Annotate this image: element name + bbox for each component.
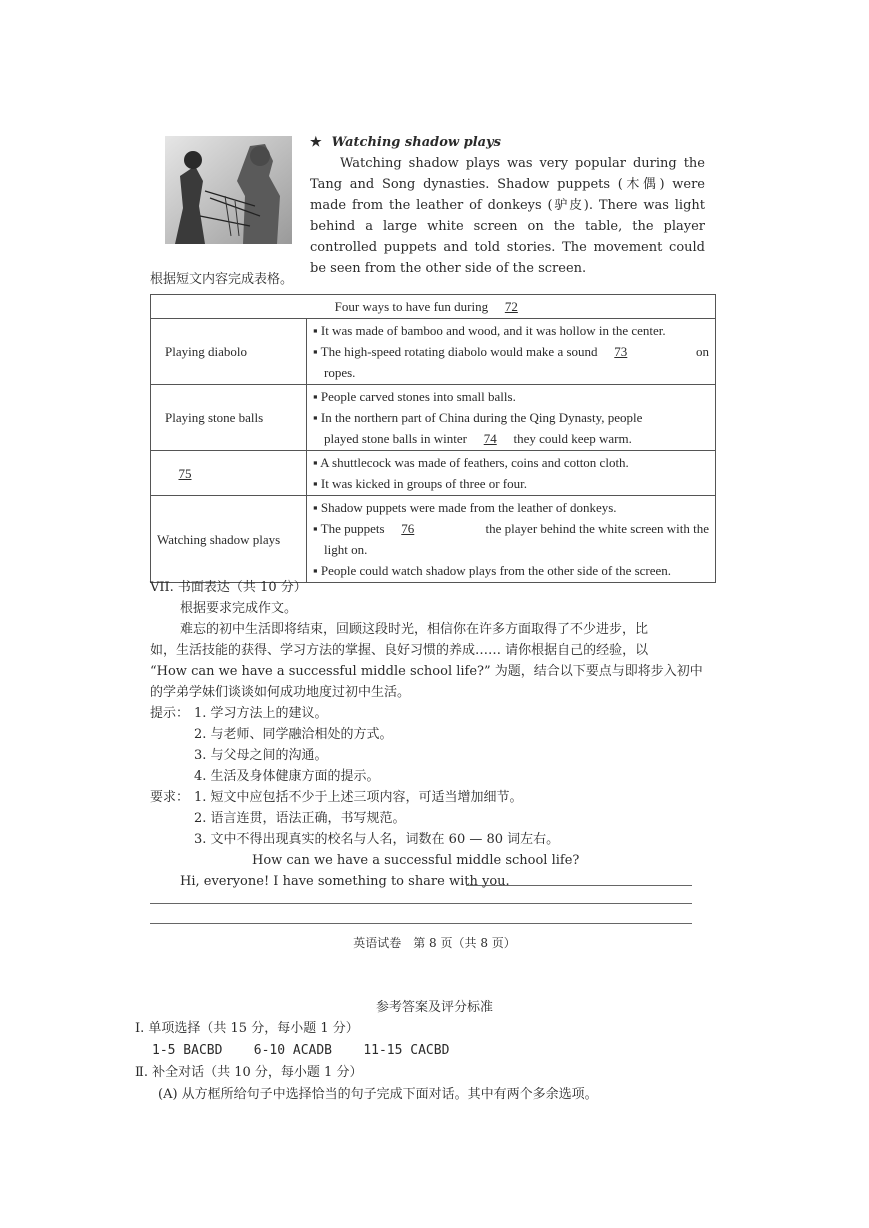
star-icon: ★ — [310, 135, 322, 150]
row-line: ▪ In the northern part of China during the Qing Dynasty, people — [313, 410, 643, 425]
row-content — [307, 496, 716, 583]
writing-body-line: 如，生活技能的获得、学习方法的掌握、良好习惯的养成…… 请你根据自己的经验，以 — [150, 643, 649, 658]
blank-76[interactable]: 76 — [401, 521, 415, 536]
row-line: ropes. — [324, 365, 356, 380]
row-line: ▪ People could watch shadow plays from the other side of the screen. — [313, 563, 672, 578]
tip-item: 3. 与父母之间的沟通。 — [194, 748, 328, 763]
answers-section-1-values: 1-5 BACBD 6-10 ACADB 11-15 CACBD — [152, 1043, 450, 1058]
tip-item: 2. 与老师、同学融洽相处的方式。 — [194, 727, 393, 742]
answers-title: 参考答案及评分标准 — [375, 1000, 493, 1015]
tip-item: 4. 生活及身体健康方面的提示。 — [194, 769, 380, 784]
tip-item: 1. 学习方法上的建议。 — [194, 706, 328, 721]
row-line: ▪ It was kicked in groups of three or four. — [313, 476, 527, 491]
answers-section-1: Ⅰ. 单项选择（共 15 分，每小题 1 分） — [135, 1021, 359, 1036]
tips-label: 提示： — [150, 706, 190, 721]
row-line: ▪ It was made of bamboo and wood, and it was hollow in the center. — [313, 323, 666, 338]
writing-body-line: 的学弟学妹们谈谈如何成功地度过初中生活。 — [150, 685, 411, 700]
row-label: Playing stone balls — [151, 385, 307, 451]
requirement-item: 3. 文中不得出现真实的校名与人名，词数在 60 — 80 词左右。 — [194, 832, 560, 847]
answers-section-2a: (A) 从方框所给句子中选择恰当的句子完成下面对话。其中有两个多余选项。 — [158, 1087, 598, 1102]
passage — [310, 132, 705, 279]
blank-75[interactable]: 75 — [178, 465, 192, 481]
row-line: played stone balls in winter 74 they could keep warm. — [313, 428, 709, 449]
table-row — [151, 451, 716, 496]
shadow-puppet-photo — [165, 136, 292, 244]
table-header — [151, 295, 716, 319]
writing-body-line: “How can we have a successful middle school life?” 为题，结合以下要点与即将步入初中 — [150, 664, 703, 679]
blank-74[interactable]: 74 — [483, 431, 497, 446]
essay-title: How can we have a successful middle school life? — [252, 853, 580, 868]
answer-line[interactable] — [150, 903, 692, 904]
blank-73[interactable]: 73 — [614, 344, 628, 359]
table-row — [151, 496, 716, 583]
shadow-puppet-illustration — [165, 136, 292, 244]
row-line: ▪ A shuttlecock was made of feathers, coins and cotton cloth. — [313, 455, 629, 470]
row-label: Watching shadow plays — [151, 496, 307, 583]
row-line: ▪ The puppets 76 the player behind the white screen with the — [313, 518, 709, 539]
row-line: light on. — [324, 542, 368, 557]
row-label — [151, 451, 307, 496]
essay-start: Hi, everyone! I have something to share with you. — [180, 874, 510, 889]
writing-subheading: 根据要求完成作文。 — [180, 601, 298, 616]
blank-72[interactable]: 72 — [504, 299, 518, 314]
writing-body-line: 难忘的初中生活即将结束，回顾这段时光，相信你在许多方面取得了不少进步，比 — [180, 622, 649, 637]
table-header-text: Four ways to have fun during — [334, 299, 489, 314]
answer-line[interactable] — [150, 923, 692, 924]
row-line: ▪ The high-speed rotating diabolo would make a sound 73 on — [313, 341, 709, 362]
row-content — [307, 451, 716, 496]
requirements-label: 要求： — [150, 790, 190, 805]
requirement-item: 2. 语言连贯，语法正确，书写规范。 — [194, 811, 406, 826]
answer-line[interactable] — [466, 885, 692, 886]
row-label: Playing diabolo — [151, 319, 307, 385]
row-content — [307, 319, 716, 385]
writing-heading: VII. 书面表达（共 10 分） — [150, 580, 307, 595]
passage-text: Watching shadow plays was very popular during the Tang and Song dynasties. Shadow puppets (木偶) were made from the leather of donkeys (驴皮). There was light behind a large white screen on the table, the player controlled puppets and told stories. The movement could be seen from the other side of the screen. — [310, 156, 705, 276]
answers-section-2: Ⅱ. 补全对话（共 10 分，每小题 1 分） — [135, 1065, 363, 1080]
requirement-item: 1. 短文中应包括不少于上述三项内容，可适当增加细节。 — [194, 790, 523, 805]
row-line: ▪ Shadow puppets were made from the leather of donkeys. — [313, 500, 617, 515]
table-instruction: 根据短文内容完成表格。 — [150, 272, 294, 287]
table-row — [151, 385, 716, 451]
page-footer: 英语试卷 第 8 页（共 8 页） — [353, 936, 516, 950]
table-row — [151, 319, 716, 385]
row-line: ▪ People carved stones into small balls. — [313, 389, 516, 404]
passage-heading — [310, 132, 705, 153]
table-header-row — [151, 295, 716, 319]
row-content — [307, 385, 716, 451]
fun-ways-table — [150, 294, 716, 583]
passage-title: Watching shadow plays — [331, 135, 501, 150]
